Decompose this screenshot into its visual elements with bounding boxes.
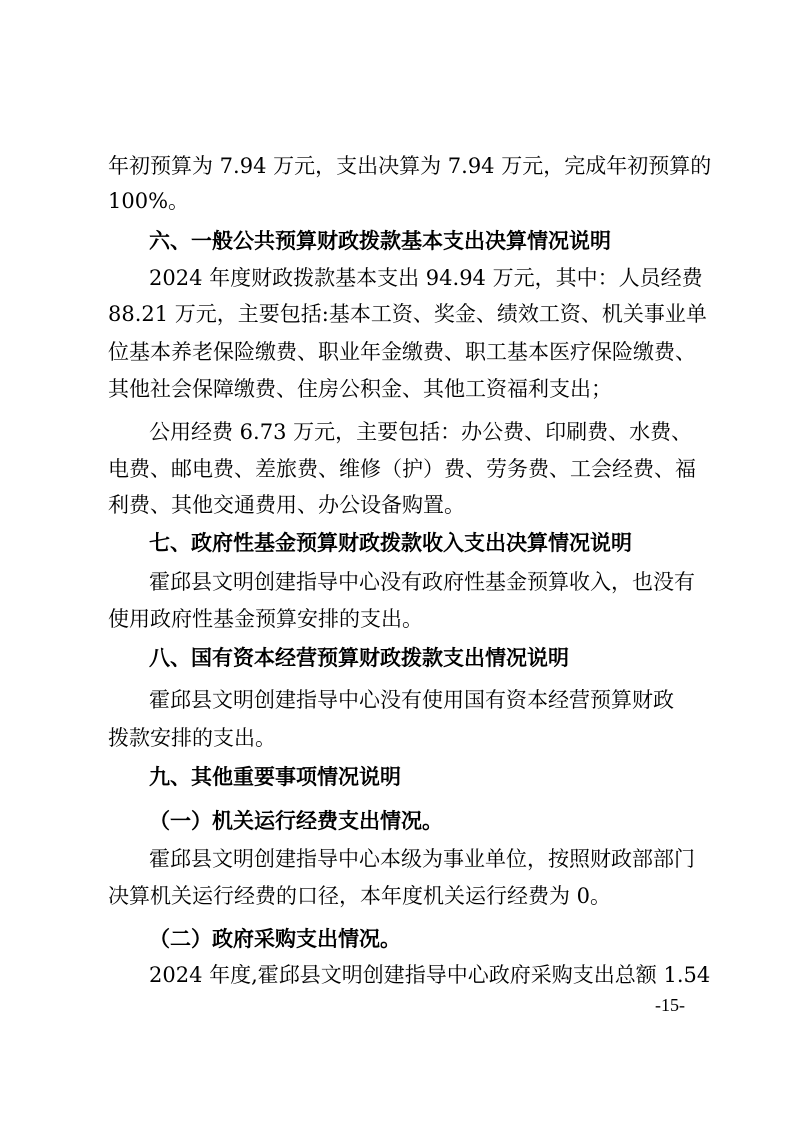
section-heading-7: 七、政府性基金预算财政拨款收入支出决算情况说明 <box>149 531 632 555</box>
paragraph-line: 霍邱县文明创建指导中心本级为事业单位，按照财政部部门 <box>149 847 695 871</box>
paragraph-line: 利费、其他交通费用、办公设备购置。 <box>108 493 465 517</box>
paragraph-line: 拨款安排的支出。 <box>108 726 276 750</box>
paragraph-line: 霍邱县文明创建指导中心没有政府性基金预算收入，也没有 <box>149 570 695 594</box>
paragraph-line: 公用经费 6.73 万元，主要包括：办公费、印刷费、水费、 <box>149 420 693 444</box>
paragraph-line: 使用政府性基金预算安排的支出。 <box>108 607 423 631</box>
paragraph-line: 年初预算为 7.94 万元，支出决算为 7.94 万元，完成年初预算的 <box>108 154 712 178</box>
page-number: -15- <box>655 995 685 1015</box>
paragraph-line: 电费、邮电费、差旅费、维修（护）费、劳务费、工会经费、福 <box>108 457 696 481</box>
section-heading-8: 八、国有资本经营预算财政拨款支出情况说明 <box>149 646 569 670</box>
paragraph-line: 其他社会保障缴费、住房公积金、其他工资福利支出； <box>108 377 612 401</box>
paragraph-line: 2024 年度财政拨款基本支出 94.94 万元，其中：人员经费 <box>149 266 703 290</box>
section-heading-6: 六、一般公共预算财政拨款基本支出决算情况说明 <box>149 229 611 253</box>
paragraph-line: 2024 年度,霍邱县文明创建指导中心政府采购支出总额 1.54 <box>149 963 711 987</box>
paragraph-line: 100%。 <box>108 189 190 213</box>
paragraph-line: 位基本养老保险缴费、职业年金缴费、职工基本医疗保险缴费、 <box>108 340 696 364</box>
paragraph-line: 霍邱县文明创建指导中心没有使用国有资本经营预算财政 <box>149 688 674 712</box>
paragraph-line: 88.21 万元，主要包括:基本工资、奖金、绩效工资、机关事业单 <box>108 302 707 326</box>
sub-heading-1: （一）机关运行经费支出情况。 <box>149 809 443 833</box>
sub-heading-2: （二）政府采购支出情况。 <box>149 927 401 951</box>
section-heading-9: 九、其他重要事项情况说明 <box>149 765 401 789</box>
paragraph-line: 决算机关运行经费的口径，本年度机关运行经费为 0。 <box>108 884 612 908</box>
